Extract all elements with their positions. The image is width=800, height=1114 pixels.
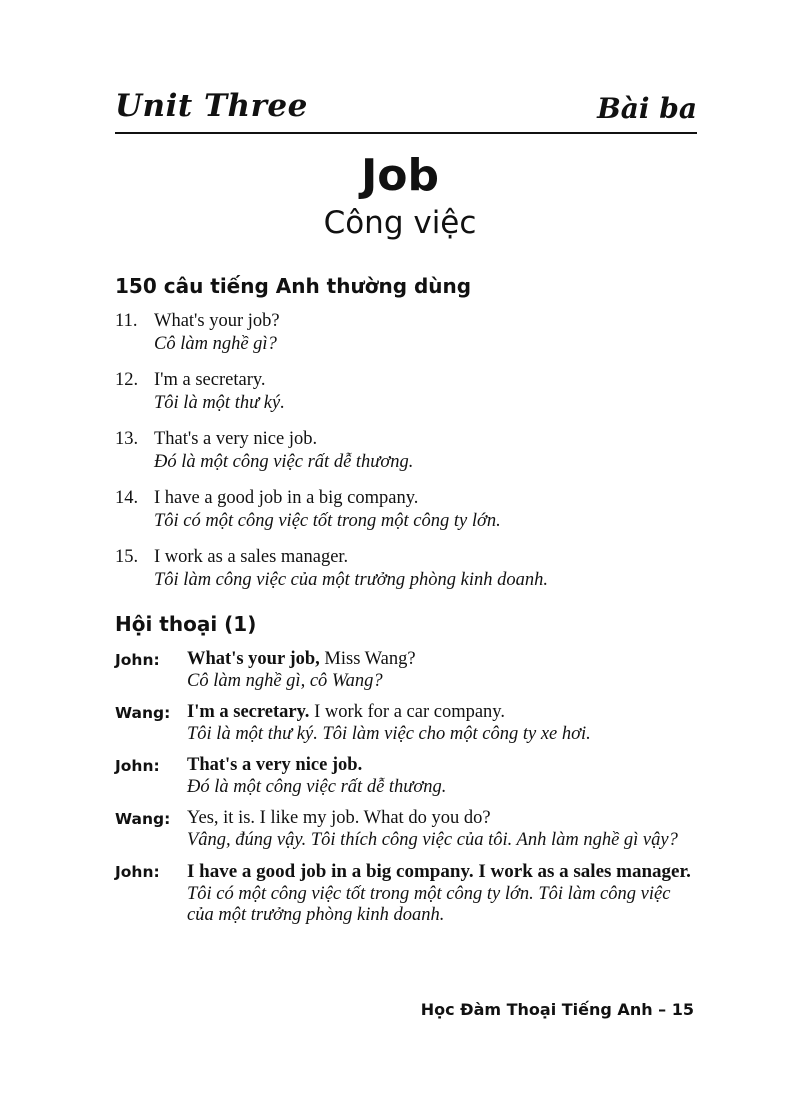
dialogue-heading: Hội thoại (1) bbox=[115, 612, 257, 636]
line-vietnamese: Đó là một công việc rất dễ thương. bbox=[187, 777, 447, 797]
speaker-label: John: bbox=[115, 651, 160, 669]
sentence-english: I work as a sales manager. bbox=[154, 547, 349, 567]
dialogue-turn bbox=[115, 701, 700, 745]
line-plain-part: Yes, it is. I like my job. What do you do? bbox=[187, 808, 491, 828]
list-item bbox=[115, 428, 705, 474]
line-english bbox=[187, 861, 691, 882]
page-footer: Học Đàm Thoại Tiếng Anh – 15 bbox=[420, 1000, 694, 1019]
list-item bbox=[115, 310, 705, 356]
sentence-english: What's your job? bbox=[154, 311, 280, 331]
sentences-heading: 150 câu tiếng Anh thường dùng bbox=[115, 274, 472, 298]
unit-title-vietnamese: Bài ba bbox=[597, 92, 697, 125]
sentence-number: 13. bbox=[115, 429, 139, 449]
speaker-label: John: bbox=[115, 863, 160, 881]
speaker-label: John: bbox=[115, 757, 160, 775]
line-english bbox=[187, 702, 505, 722]
lesson-title-english: Job bbox=[360, 150, 440, 201]
dialogue-turn bbox=[115, 860, 700, 926]
speaker-label: Wang: bbox=[115, 704, 171, 722]
sentence-vietnamese: Tôi làm công việc của một trưởng phòng kinh doanh. bbox=[154, 570, 549, 590]
sentence-number: 14. bbox=[115, 488, 139, 508]
line-bold-part: What's your job, bbox=[187, 649, 320, 669]
line-english bbox=[187, 808, 491, 828]
sentence-number: 11. bbox=[115, 311, 138, 331]
line-plain-part: Miss Wang? bbox=[319, 649, 416, 669]
line-vietnamese: Tôi có một công việc tốt trong một công ty lớn. Tôi làm công việc của một trưởng phòng kinh doanh. bbox=[187, 884, 671, 925]
sentence-vietnamese: Tôi có một công việc tốt trong một công ty lớn. bbox=[154, 511, 501, 531]
sentence-vietnamese: Đó là một công việc rất dễ thương. bbox=[154, 452, 414, 472]
line-bold-part: That's a very nice job. bbox=[187, 755, 363, 775]
line-vietnamese: Vâng, đúng vậy. Tôi thích công việc của tôi. Anh làm nghề gì vậy? bbox=[187, 830, 678, 850]
line-english bbox=[187, 755, 362, 775]
sentence-english: I have a good job in a big company. bbox=[154, 488, 419, 508]
line-vietnamese: Tôi là một thư ký. Tôi làm việc cho một công ty xe hơi. bbox=[187, 724, 591, 744]
dialogue bbox=[115, 648, 700, 935]
sentence-list bbox=[115, 310, 705, 605]
speaker-label: Wang: bbox=[115, 810, 171, 828]
lesson-title-vietnamese: Công việc bbox=[323, 205, 477, 241]
dialogue-turn bbox=[115, 807, 700, 851]
list-item bbox=[115, 369, 705, 415]
header-rule bbox=[115, 132, 697, 134]
list-item bbox=[115, 487, 705, 533]
sentence-vietnamese: Cô làm nghề gì? bbox=[154, 334, 277, 354]
line-plain-part: I work for a car company. bbox=[309, 702, 505, 722]
dialogue-turn bbox=[115, 754, 700, 798]
line-vietnamese: Cô làm nghề gì, cô Wang? bbox=[187, 671, 383, 691]
list-item bbox=[115, 546, 705, 592]
line-bold-part: I have a good job in a big company. I work as a sales manager. bbox=[187, 861, 691, 882]
sentence-english: That's a very nice job. bbox=[154, 429, 318, 449]
line-english bbox=[187, 649, 416, 669]
line-bold-part: I'm a secretary. bbox=[187, 702, 310, 722]
dialogue-turn bbox=[115, 648, 700, 692]
sentence-vietnamese: Tôi là một thư ký. bbox=[154, 393, 285, 413]
sentence-number: 12. bbox=[115, 370, 139, 390]
sentence-number: 15. bbox=[115, 547, 139, 567]
unit-title-english: Unit Three bbox=[115, 88, 308, 124]
sentence-english: I'm a secretary. bbox=[154, 370, 266, 390]
